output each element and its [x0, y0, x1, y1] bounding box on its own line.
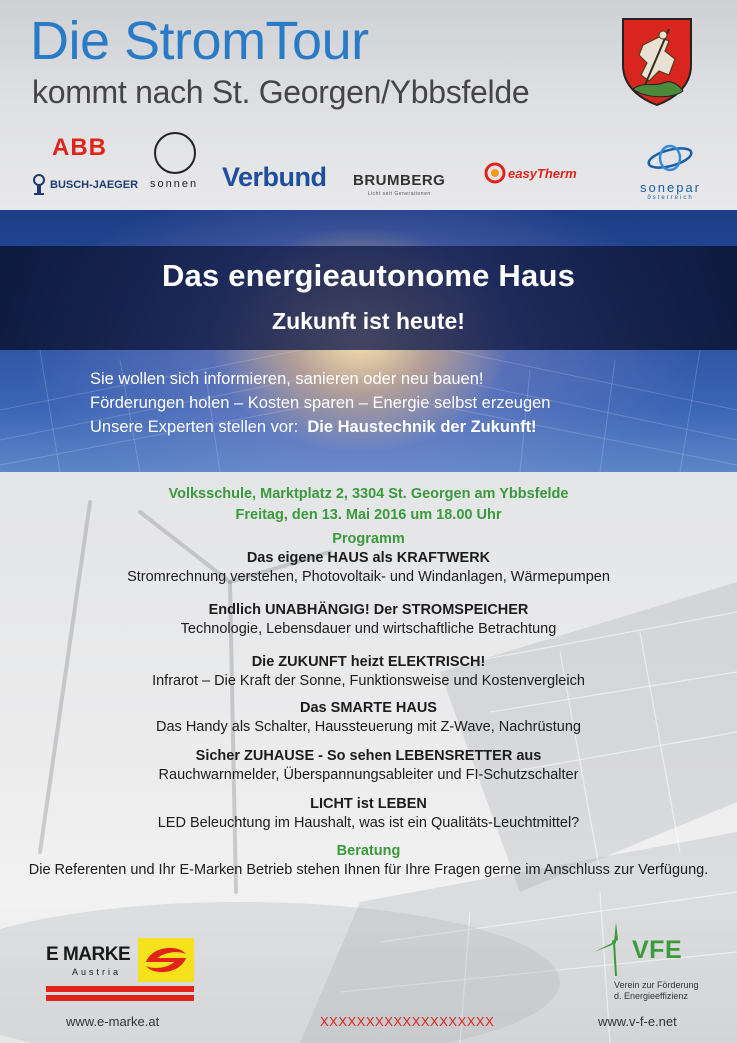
- page-title: Die StromTour: [30, 11, 369, 71]
- vfe-subtitle-line-2: d. Energieeffizienz: [614, 991, 688, 1001]
- page-subtitle: kommt nach St. Georgen/Ybbsfelde: [32, 74, 530, 110]
- hero-banner: [0, 210, 737, 472]
- sonnen-label: sonnen: [150, 178, 199, 190]
- placeholder-text: XXXXXXXXXXXXXXXXXXX: [320, 1014, 495, 1029]
- busch-jaeger-icon: [32, 174, 46, 196]
- busch-jaeger-logo: [32, 174, 138, 196]
- vfe-logo: [588, 920, 708, 1010]
- program-item-title: Das eigene HAUS als KRAFTWERK: [246, 550, 491, 566]
- program-item: [0, 549, 737, 587]
- program-item: [0, 795, 737, 833]
- program-item: [0, 601, 737, 639]
- intro-line-1: Sie wollen sich informieren, sanieren oder neu bauen!: [90, 370, 484, 388]
- program-item: [0, 699, 737, 737]
- program-item-desc: Rauchwarnmelder, Überspannungsableiter und FI-Schutzschalter: [158, 767, 579, 783]
- intro-line-3-bold: Die Haustechnik der Zukunft!: [307, 418, 537, 436]
- program-item-title: Endlich UNABHÄNGIG! Der STROMSPEICHER: [208, 602, 529, 618]
- emarke-word: E MARKE: [46, 944, 131, 965]
- banner-intro: [90, 367, 710, 439]
- program-item-desc: Technologie, Lebensdauer und wirtschaftliche Betrachtung: [180, 621, 557, 637]
- vfe-subtitle-line-1: Verein zur Förderung: [614, 980, 699, 990]
- brumberg-label: BRUMBERG: [353, 172, 446, 189]
- coat-of-arms-icon: [619, 15, 695, 107]
- program-title: Programm: [332, 531, 405, 547]
- program-item-desc: Das Handy als Schalter, Haussteuerung mit Z-Wave, Nachrüstung: [156, 719, 581, 735]
- sonepar-logo: [640, 143, 701, 201]
- event-date: Freitag, den 13. Mai 2016 um 18.00 Uhr: [235, 507, 502, 523]
- sonepar-orbit-icon: [645, 143, 695, 173]
- brumberg-logo: [353, 172, 445, 197]
- intro-line-3-prefix: Unsere Experten stellen vor:: [90, 418, 299, 436]
- banner-headline: Das energieautonome Haus: [161, 258, 576, 293]
- program-item: [0, 653, 737, 691]
- busch-jaeger-label: BUSCH-JAEGER: [50, 179, 139, 191]
- program-item-title: Sicher ZUHAUSE - So sehen LEBENSRETTER aus: [195, 748, 542, 764]
- emarke-stripe-top: [46, 986, 194, 992]
- sonepar-label: sonepar: [640, 180, 701, 195]
- sonnen-logo: [150, 132, 198, 190]
- beratung-text: Die Referenten und Ihr E-Marken Betrieb stehen Ihnen für Ihre Fragen gerne im Anschluss zur Verfügung.: [28, 862, 709, 878]
- brumberg-tagline: Licht seit Generationen: [367, 191, 431, 197]
- vfe-subtitle: [614, 980, 699, 1002]
- emarke-stripe-bottom: [46, 995, 194, 1001]
- program-item-title: LICHT ist LEBEN: [310, 796, 427, 812]
- header: [0, 0, 737, 210]
- program-item-desc: LED Beleuchtung im Haushalt, was ist ein Qualitäts-Leuchtmittel?: [157, 815, 580, 831]
- banner-subheadline: Zukunft ist heute!: [272, 308, 465, 334]
- wind-turbine-icon: [588, 920, 632, 976]
- event-venue: Volksschule, Marktplatz 2, 3304 St. Georgen am Ybbsfelde: [168, 486, 569, 502]
- emarke-logo: [46, 938, 196, 1008]
- program-item-desc: Stromrechnung verstehen, Photovoltaik- und Windanlagen, Wärmepumpen: [127, 569, 610, 585]
- easytherm-label: easyTherm: [508, 165, 577, 181]
- vfe-word: VFE: [632, 936, 683, 964]
- intro-line-2: Förderungen holen – Kosten sparen – Energie selbst erzeugen: [90, 394, 551, 412]
- emarke-badge: [138, 938, 194, 982]
- emarke-sub: Austria: [72, 967, 122, 977]
- program-item-desc: Infrarot – Die Kraft der Sonne, Funktionsweise und Kostenvergleich: [152, 673, 585, 689]
- easytherm-logo: [484, 162, 577, 184]
- vfe-url[interactable]: www.v-f-e.net: [598, 1014, 677, 1029]
- sonnen-circle-icon: [154, 132, 196, 174]
- program-item: [0, 747, 737, 785]
- easytherm-swirl-icon: [484, 162, 506, 184]
- emarke-url[interactable]: www.e-marke.at: [66, 1014, 160, 1029]
- abb-logo: ABB: [52, 134, 107, 161]
- program-item-title: Die ZUKUNFT heizt ELEKTRISCH!: [251, 654, 486, 670]
- program-item-title: Das SMARTE HAUS: [300, 700, 437, 716]
- program-content: [0, 484, 737, 879]
- sonepar-sub: österreich: [647, 195, 694, 201]
- verbund-logo: Verbund: [222, 162, 327, 192]
- emarke-swoosh-icon: [138, 938, 194, 982]
- beratung-title: Beratung: [336, 843, 401, 859]
- intro-line-3: [90, 415, 710, 439]
